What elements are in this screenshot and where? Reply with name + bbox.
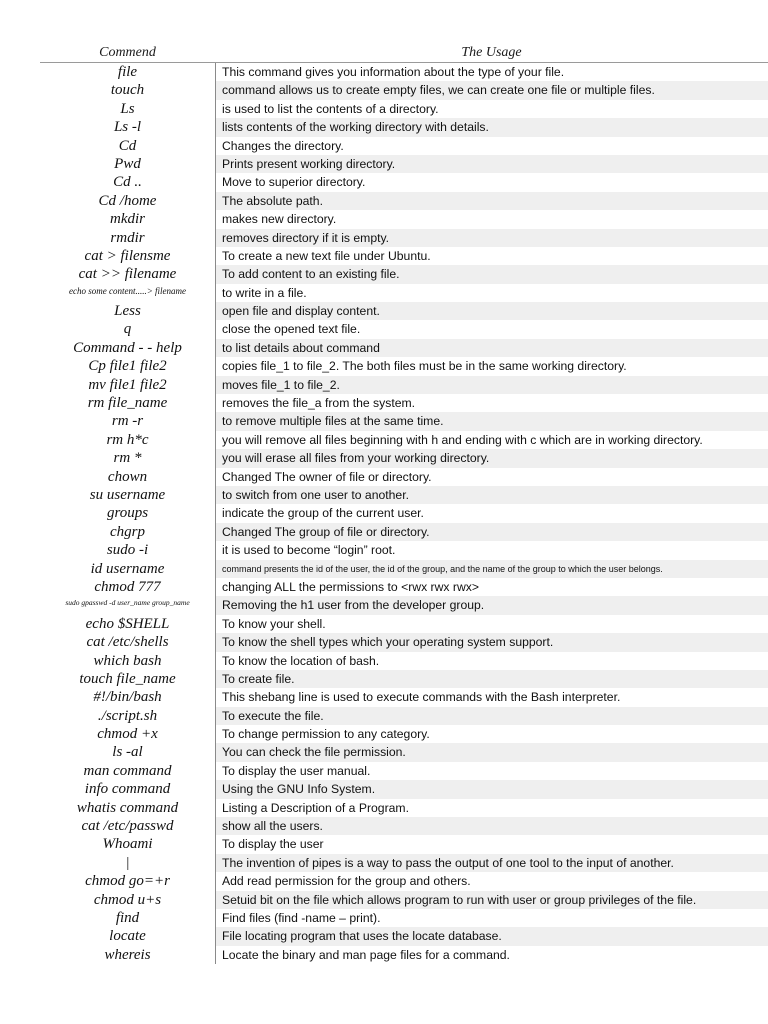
command-cell: mkdir <box>110 211 145 228</box>
command-cell: cat /etc/shells <box>86 634 169 651</box>
table-row <box>40 909 768 927</box>
table-row <box>40 284 768 302</box>
command-cell: cat >> filename <box>78 266 177 283</box>
table-row <box>40 615 768 633</box>
table-row <box>40 192 768 210</box>
table-row <box>40 486 768 504</box>
table-row <box>40 376 768 394</box>
table-row <box>40 652 768 670</box>
usage-cell: This command gives you information about the type of your file. <box>215 63 768 81</box>
usage-cell: To display the user manual. <box>215 762 768 780</box>
command-cell: #!/bin/bash <box>93 689 162 706</box>
usage-cell: To create a new text file under Ubuntu. <box>215 247 768 265</box>
table-row <box>40 743 768 761</box>
command-cell: su username <box>89 486 166 503</box>
usage-cell: Listing a Description of a Program. <box>215 799 768 817</box>
table-row <box>40 560 768 578</box>
table-header <box>40 44 768 63</box>
table-row <box>40 927 768 945</box>
table-row <box>40 578 768 596</box>
command-cell: Cp file1 file2 <box>88 358 167 375</box>
table-row <box>40 449 768 467</box>
usage-cell: To know the location of bash. <box>215 652 768 670</box>
usage-cell: You can check the file permission. <box>215 743 768 761</box>
usage-cell: removes the file_a from the system. <box>215 394 768 412</box>
command-cell: touch file_name <box>79 670 176 687</box>
usage-cell: lists contents of the working directory with details. <box>215 118 768 136</box>
command-cell: Command - - help <box>73 339 182 356</box>
usage-cell: Move to superior directory. <box>215 173 768 191</box>
command-cell: chgrp <box>110 523 145 540</box>
command-cell: whereis <box>104 946 151 963</box>
usage-cell: to remove multiple files at the same time. <box>215 412 768 430</box>
table-row <box>40 780 768 798</box>
table-row <box>40 835 768 853</box>
command-cell: chmod u+s <box>93 891 162 908</box>
command-cell: groups <box>106 505 149 522</box>
table-row <box>40 633 768 651</box>
table-row <box>40 210 768 228</box>
usage-cell: removes directory if it is empty. <box>215 229 768 247</box>
table-row <box>40 394 768 412</box>
table-row <box>40 670 768 688</box>
command-cell: rm file_name <box>87 395 168 412</box>
table-row <box>40 468 768 486</box>
command-cell: whatis command <box>76 799 179 816</box>
table-row <box>40 946 768 964</box>
usage-cell: to list details about command <box>215 339 768 357</box>
usage-cell: show all the users. <box>215 817 768 835</box>
table-row <box>40 725 768 743</box>
table-row <box>40 541 768 559</box>
table-row <box>40 431 768 449</box>
usage-cell: Changed The owner of file or directory. <box>215 468 768 486</box>
command-cell: Ls -l <box>113 119 142 136</box>
table-row <box>40 799 768 817</box>
table-row <box>40 302 768 320</box>
command-cell: sudo gpasswd -d user_name group_name <box>65 598 190 608</box>
command-cell: ./script.sh <box>97 707 158 724</box>
command-cell: Whoami <box>102 836 153 853</box>
table-row <box>40 762 768 780</box>
command-cell: cat > filensme <box>84 247 171 264</box>
table-row <box>40 872 768 890</box>
command-cell: sudo -i <box>106 542 149 559</box>
table-row <box>40 118 768 136</box>
usage-cell: to write in a file. <box>215 284 768 302</box>
usage-cell: Find files (find -name – print). <box>215 909 768 927</box>
commands-table <box>40 44 768 964</box>
usage-cell: copies file_1 to file_2. The both files must be in the same working directory. <box>215 357 768 375</box>
table-row <box>40 229 768 247</box>
table-row <box>40 155 768 173</box>
table-row <box>40 247 768 265</box>
table-row <box>40 63 768 81</box>
table-row <box>40 100 768 118</box>
command-cell: which bash <box>93 652 162 669</box>
usage-cell: Removing the h1 user from the developer group. <box>215 596 768 614</box>
table-row <box>40 707 768 725</box>
table-row <box>40 357 768 375</box>
table-row <box>40 817 768 835</box>
usage-cell: To add content to an existing file. <box>215 265 768 283</box>
command-column-header: Commend <box>99 45 156 60</box>
command-cell: chmod 777 <box>94 578 161 595</box>
usage-cell: File locating program that uses the locate database. <box>215 927 768 945</box>
command-cell: Ls <box>120 100 135 117</box>
table-row <box>40 688 768 706</box>
table-row <box>40 339 768 357</box>
table-row <box>40 523 768 541</box>
command-cell: | <box>125 854 130 871</box>
table-row <box>40 265 768 283</box>
command-cell: mv file1 file2 <box>88 376 167 393</box>
command-cell: chown <box>107 468 148 485</box>
command-cell: rmdir <box>110 229 145 246</box>
command-cell: Less <box>114 303 141 320</box>
command-cell: find <box>115 909 140 926</box>
command-cell: file <box>117 64 138 80</box>
command-cell: Pwd <box>114 155 141 172</box>
command-cell: chmod go=+r <box>85 873 170 890</box>
table-row <box>40 173 768 191</box>
command-cell: echo some content.....> filename <box>68 285 187 296</box>
command-cell: echo $SHELL <box>85 615 170 632</box>
table-row <box>40 891 768 909</box>
usage-cell: you will remove all files beginning with h and ending with c which are in working directory. <box>215 431 768 449</box>
usage-cell: This shebang line is used to execute commands with the Bash interpreter. <box>215 688 768 706</box>
usage-cell: it is used to become “login” root. <box>215 541 768 559</box>
usage-cell: Add read permission for the group and others. <box>215 872 768 890</box>
command-cell: rm -r <box>111 413 144 430</box>
usage-cell: To create file. <box>215 670 768 688</box>
table-row <box>40 320 768 338</box>
usage-cell: changing ALL the permissions to <rwx rwx rwx> <box>215 578 768 596</box>
command-cell: chmod +x <box>97 726 158 743</box>
usage-cell: command presents the id of the user, the id of the group, and the name of the group to which the user belongs. <box>215 560 768 578</box>
usage-column-header: The Usage <box>461 45 522 60</box>
command-cell: rm * <box>113 450 142 467</box>
command-cell: ls -al <box>112 744 143 761</box>
usage-cell: makes new directory. <box>215 210 768 228</box>
usage-cell: To know your shell. <box>215 615 768 633</box>
usage-cell: command allows us to create empty files, we can create one file or multiple files. <box>215 81 768 99</box>
table-row <box>40 137 768 155</box>
command-cell: id username <box>90 560 165 577</box>
command-cell: man command <box>83 762 172 779</box>
usage-cell: Setuid bit on the file which allows program to run with user or group privileges of the file. <box>215 891 768 909</box>
table-row <box>40 504 768 522</box>
command-cell: Cd /home <box>98 192 157 209</box>
usage-cell: Prints present working directory. <box>215 155 768 173</box>
table-row <box>40 854 768 872</box>
usage-cell: you will erase all files from your working directory. <box>215 449 768 467</box>
command-cell: locate <box>109 928 146 945</box>
usage-cell: Changed The group of file or directory. <box>215 523 768 541</box>
command-cell: touch <box>110 82 145 99</box>
usage-cell: indicate the group of the current user. <box>215 504 768 522</box>
command-cell: Cd <box>118 137 137 154</box>
usage-cell: To change permission to any category. <box>215 725 768 743</box>
usage-cell: open file and display content. <box>215 302 768 320</box>
usage-cell: Changes the directory. <box>215 137 768 155</box>
usage-cell: The invention of pipes is a way to pass the output of one tool to the input of another. <box>215 854 768 872</box>
usage-cell: close the opened text file. <box>215 320 768 338</box>
command-cell: info command <box>84 781 171 798</box>
usage-cell: moves file_1 to file_2. <box>215 376 768 394</box>
usage-cell: is used to list the contents of a directory. <box>215 100 768 118</box>
table-row <box>40 596 768 614</box>
usage-cell: To know the shell types which your operating system support. <box>215 633 768 651</box>
usage-cell: The absolute path. <box>215 192 768 210</box>
table-body <box>40 63 768 964</box>
command-cell: cat /etc/passwd <box>81 818 174 835</box>
table-row <box>40 412 768 430</box>
command-cell: Cd .. <box>113 174 142 191</box>
command-cell: rm h*c <box>106 431 149 448</box>
usage-cell: Using the GNU Info System. <box>215 780 768 798</box>
table-row <box>40 81 768 99</box>
usage-cell: Locate the binary and man page files for a command. <box>215 946 768 964</box>
command-cell: q <box>123 321 132 338</box>
usage-cell: to switch from one user to another. <box>215 486 768 504</box>
usage-cell: To display the user <box>215 835 768 853</box>
usage-cell: To execute the file. <box>215 707 768 725</box>
